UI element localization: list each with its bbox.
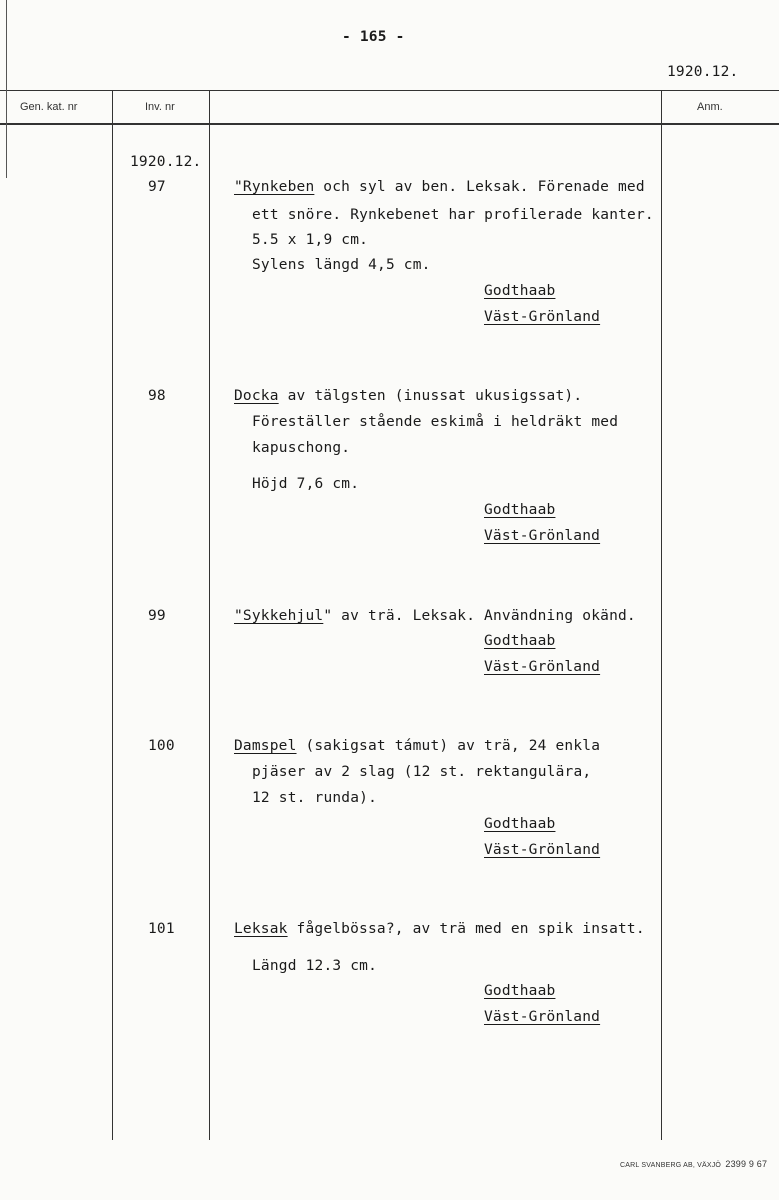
inventory-number: 98 bbox=[148, 388, 166, 404]
entry-region: Väst-Grönland bbox=[484, 842, 601, 858]
entry-line-rest: fågelbössa?, av trä med en spik insatt. bbox=[287, 921, 645, 937]
entry-description-line: Sylens längd 4,5 cm. bbox=[252, 257, 431, 273]
entry-place: Godthaab bbox=[484, 816, 556, 832]
inventory-number: 101 bbox=[148, 921, 175, 937]
entry-description-line: ett snöre. Rynkebenet har profilerade kanter. bbox=[252, 207, 654, 223]
header-inv: Inv. nr bbox=[145, 101, 175, 113]
header-gen-kat: Gen. kat. nr bbox=[20, 101, 78, 113]
page-number: - 165 - bbox=[342, 29, 405, 45]
entry-first-line bbox=[234, 180, 645, 195]
header-anm: Anm. bbox=[697, 101, 723, 113]
printer-imprint bbox=[620, 1159, 767, 1169]
entry-line-rest: (sakigsat támut) av trä, 24 enkla bbox=[296, 738, 601, 754]
entry-measurement: Längd 12.3 cm. bbox=[252, 958, 378, 974]
entry-first-line bbox=[234, 609, 636, 624]
entry-description-line: 12 st. runda). bbox=[252, 790, 378, 806]
entry-region: Väst-Grönland bbox=[484, 659, 601, 675]
column-divider-gen-inv bbox=[112, 90, 113, 1140]
printer-name: CARL SVANBERG AB, VÄXJÖ bbox=[620, 1162, 722, 1169]
entry-description-line: pjäser av 2 slag (12 st. rektangulära, bbox=[252, 764, 592, 780]
entry-place: Godthaab bbox=[484, 283, 556, 299]
entry-line-rest: av tälgsten (inussat ukusigssat). bbox=[278, 388, 583, 404]
entry-first-line bbox=[234, 389, 582, 404]
entry-first-line bbox=[234, 739, 600, 754]
entry-measurement: Höjd 7,6 cm. bbox=[252, 476, 360, 492]
column-divider-desc-anm bbox=[661, 90, 662, 1140]
left-margin-line bbox=[6, 0, 7, 178]
entry-region: Väst-Grönland bbox=[484, 528, 601, 544]
entry-keyword: Leksak bbox=[234, 921, 288, 937]
entry-line-rest: " av trä. Leksak. Användning okänd. bbox=[323, 608, 636, 624]
entry-place: Godthaab bbox=[484, 633, 556, 649]
column-divider-inv-desc bbox=[209, 90, 210, 1140]
entry-region: Väst-Grönland bbox=[484, 1009, 601, 1025]
header-top-rule bbox=[0, 90, 779, 91]
header-bottom-rule bbox=[0, 123, 779, 125]
inventory-number: 99 bbox=[148, 608, 166, 624]
form-code: 2399 9 67 bbox=[725, 1159, 768, 1169]
inventory-number: 97 bbox=[148, 179, 166, 195]
entry-keyword: "Sykkehjul bbox=[234, 608, 324, 624]
entry-place: Godthaab bbox=[484, 502, 556, 518]
catalog-reference: 1920.12. bbox=[667, 64, 739, 80]
entry-keyword: Damspel bbox=[234, 738, 297, 754]
entry-description-line: 5.5 x 1,9 cm. bbox=[252, 232, 369, 248]
entry-keyword: Docka bbox=[234, 388, 279, 404]
entry-description-line: kapuschong. bbox=[252, 440, 351, 456]
entry-place: Godthaab bbox=[484, 983, 556, 999]
entry-description-line: Föreställer stående eskimå i heldräkt med bbox=[252, 414, 619, 430]
group-reference: 1920.12. bbox=[130, 154, 202, 170]
inventory-number: 100 bbox=[148, 738, 175, 754]
entry-region: Väst-Grönland bbox=[484, 309, 601, 325]
entry-keyword: "Rynkeben bbox=[234, 179, 315, 195]
entry-first-line bbox=[234, 922, 645, 937]
entry-line-rest: och syl av ben. Leksak. Förenade med bbox=[314, 179, 645, 195]
